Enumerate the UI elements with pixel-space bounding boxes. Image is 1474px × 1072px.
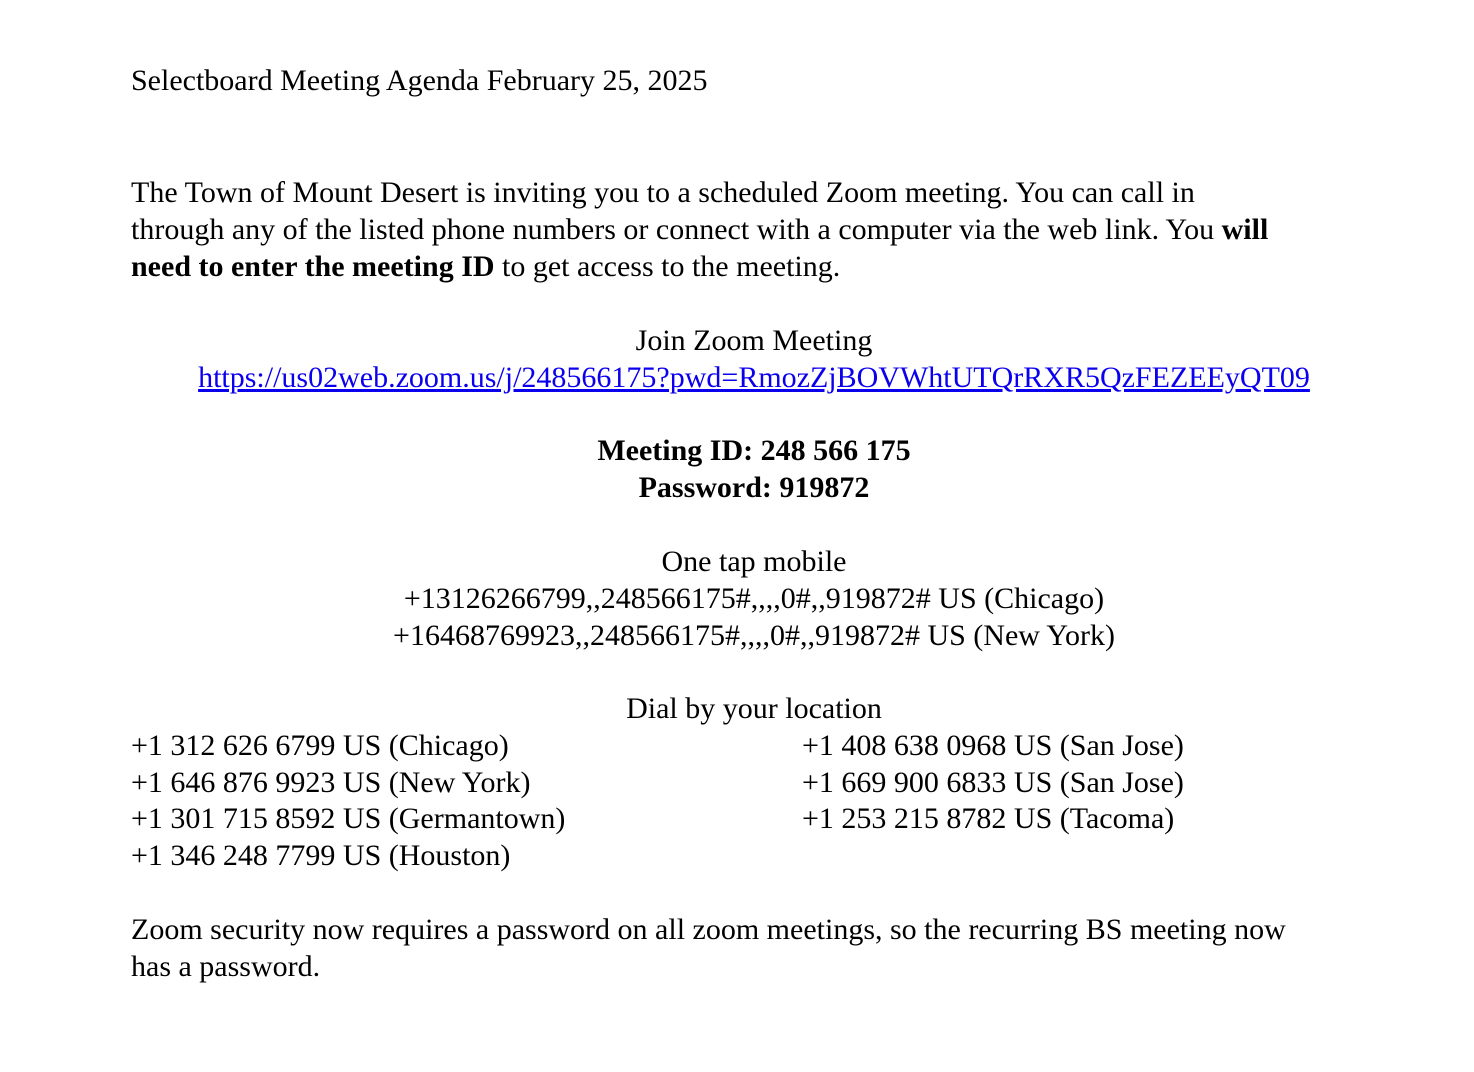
one-tap-heading: One tap mobile: [661, 545, 847, 578]
dial-number: +1 253 215 8782 US (Tacoma): [802, 802, 1175, 835]
dial-heading: Dial by your location: [626, 692, 882, 725]
dial-number: +1 346 248 7799 US (Houston): [131, 839, 511, 872]
meeting-id: Meeting ID: 248 566 175: [597, 434, 911, 467]
intro-line-3-text: to get access to the meeting.: [494, 250, 841, 283]
footer-line-2: has a password.: [131, 950, 321, 983]
meeting-password: Password: 919872: [638, 471, 870, 504]
intro-line-2-text: through any of the listed phone numbers or connect with a computer via the web link. You: [131, 213, 1222, 246]
intro-line-3: [131, 248, 840, 285]
dial-number: +1 646 876 9923 US (New York): [131, 766, 531, 799]
dial-number: +1 301 715 8592 US (Germantown): [131, 802, 566, 835]
intro-line-1: The Town of Mount Desert is inviting you to a scheduled Zoom meeting. You can call in: [131, 176, 1195, 209]
dial-number: +1 312 626 6799 US (Chicago): [131, 729, 509, 762]
join-heading: Join Zoom Meeting: [635, 324, 873, 357]
join-link-row: [131, 359, 1377, 396]
footer-line-1: Zoom security now requires a password on all zoom meetings, so the recurring BS meeting now: [131, 913, 1286, 946]
zoom-meeting-link[interactable]: https://us02web.zoom.us/j/248566175?pwd=RmozZjBOVWhtUTQrRXR5QzFEZEEyQT09: [198, 361, 1310, 394]
dial-number: +1 408 638 0968 US (San Jose): [802, 729, 1184, 762]
document-title: Selectboard Meeting Agenda February 25, 2025: [131, 64, 708, 97]
one-tap-number-chicago: +13126266799,,248566175#,,,,0#,,919872# US (Chicago): [403, 582, 1105, 615]
intro-emphasis-will: will: [1221, 213, 1269, 246]
dial-number: +1 669 900 6833 US (San Jose): [802, 766, 1184, 799]
one-tap-number-new-york: +16468769923,,248566175#,,,,0#,,919872# US (New York): [393, 619, 1115, 652]
intro-emphasis-meeting-id: need to enter the meeting ID: [131, 250, 495, 283]
intro-line-2: [131, 211, 1268, 248]
